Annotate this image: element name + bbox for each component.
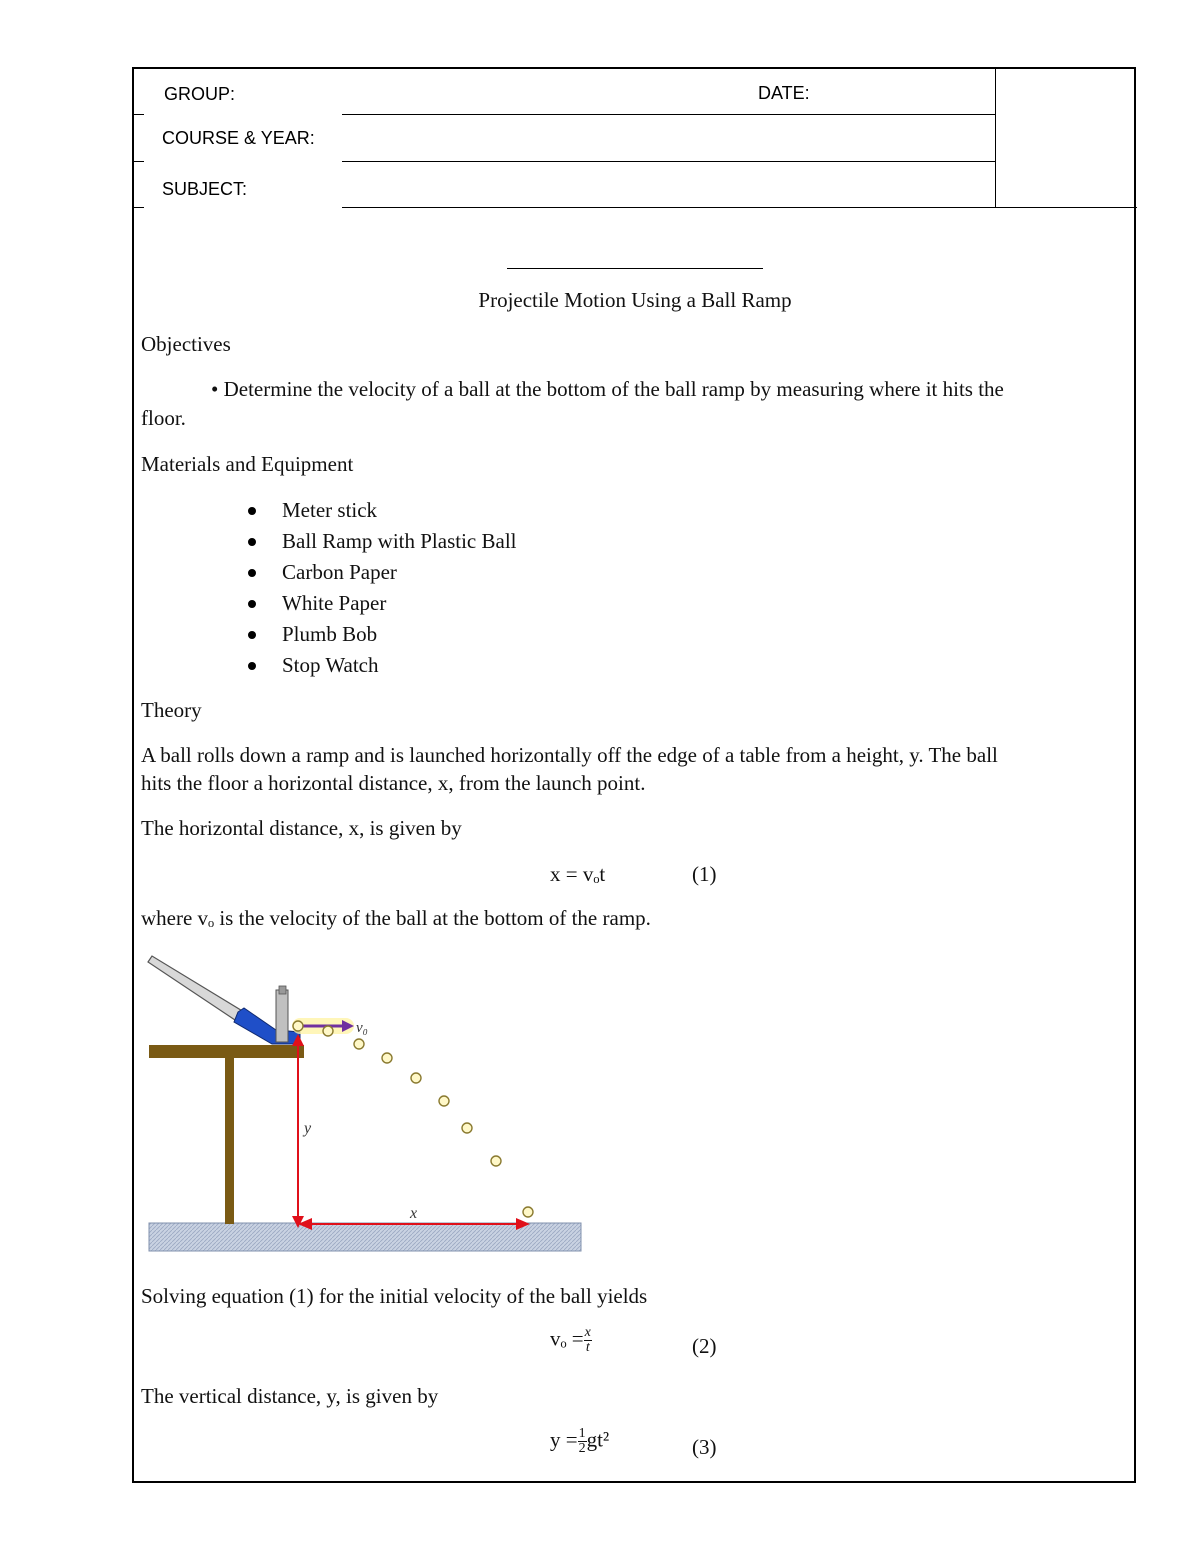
ball-position: [523, 1207, 533, 1217]
v0-label: v₀: [356, 1020, 368, 1036]
theory-heading: Theory: [141, 698, 202, 722]
equation-3-rhs: gt²: [586, 1427, 610, 1452]
ball-position: [382, 1053, 392, 1063]
objective-item-line2: floor.: [141, 406, 186, 430]
equation-2-fraction: [584, 1326, 592, 1355]
list-item: White Paper: [240, 588, 517, 619]
fraction-numerator: 1: [578, 1426, 586, 1441]
label-tick-2: [132, 161, 144, 162]
course-year-label: COURSE & YEAR:: [162, 128, 315, 148]
equation-3-lhs: y =: [550, 1427, 578, 1452]
ramp-rail: [148, 956, 244, 1022]
course-underline: [342, 161, 996, 162]
bullet-icon: [248, 631, 256, 639]
equation-2: [550, 1326, 592, 1355]
bullet-icon: [248, 569, 256, 577]
date-label: DATE:: [758, 83, 810, 103]
ball-position: [293, 1021, 303, 1031]
list-item: Carbon Paper: [240, 557, 517, 588]
fraction-denominator: 2: [578, 1441, 586, 1456]
list-item: Ball Ramp with Plastic Ball: [240, 526, 517, 557]
group-label: GROUP:: [164, 84, 236, 104]
header-divider-vertical: [995, 68, 996, 208]
theory-para5: The vertical distance, y, is given by: [141, 1384, 439, 1408]
label-tick-1: [132, 114, 144, 115]
equation-1-number: (1): [692, 862, 717, 886]
page-title: Projectile Motion Using a Ball Ramp: [478, 288, 792, 312]
list-item: Meter stick: [240, 495, 517, 526]
theory-para2: The horizontal distance, x, is given by: [141, 816, 462, 840]
ball-position: [354, 1039, 364, 1049]
theory-para3: where vₒ is the velocity of the ball at the bottom of the ramp.: [141, 906, 651, 930]
ramp-stand-top: [279, 986, 286, 994]
ball-position: [439, 1096, 449, 1106]
list-item: Plumb Bob: [240, 619, 517, 650]
group-underline: [342, 114, 996, 115]
objective-item-line1: • Determine the velocity of a ball at the bottom of the ball ramp by measuring where it hits the: [211, 377, 1004, 401]
equation-3-number: (3): [692, 1435, 717, 1459]
ramp-end: [234, 1008, 300, 1044]
theory-para4: Solving equation (1) for the initial velocity of the ball yields: [141, 1284, 648, 1308]
materials-list: [240, 495, 517, 681]
bullet-icon: [248, 662, 256, 670]
fraction-denominator: t: [585, 1340, 590, 1355]
theory-para1-line1: A ball rolls down a ramp and is launched horizontally off the edge of a table from a height, y. The ball: [141, 743, 998, 767]
ramp-stand: [276, 990, 288, 1042]
equation-2-number: (2): [692, 1334, 717, 1358]
theory-para1-line2: hits the floor a horizontal distance, x, from the launch point.: [141, 771, 646, 795]
fraction-numerator: x: [584, 1325, 591, 1340]
ball-position: [491, 1156, 501, 1166]
equation-3: [550, 1427, 609, 1456]
ball-position: [411, 1073, 421, 1083]
equation-1: x = vₒt: [550, 862, 606, 886]
label-tick-3: [132, 207, 144, 208]
table-top: [149, 1045, 304, 1058]
y-label: y: [304, 1120, 312, 1137]
bullet-icon: [248, 507, 256, 515]
projectile-diagram: [140, 950, 590, 1260]
bullet-icon: [248, 538, 256, 546]
materials-heading: Materials and Equipment: [141, 452, 354, 476]
ball-position: [462, 1123, 472, 1133]
ball-position: [323, 1026, 333, 1036]
equation-2-lhs: vₒ =: [550, 1326, 584, 1351]
list-item: Stop Watch: [240, 650, 517, 681]
table-leg: [225, 1058, 234, 1224]
subject-underline: [342, 207, 1137, 208]
objectives-heading: Objectives: [141, 332, 231, 356]
subject-label: SUBJECT:: [162, 179, 248, 199]
equation-3-fraction: [578, 1427, 587, 1456]
x-label: x: [410, 1205, 418, 1222]
bullet-icon: [248, 600, 256, 608]
title-rule: [507, 268, 763, 269]
